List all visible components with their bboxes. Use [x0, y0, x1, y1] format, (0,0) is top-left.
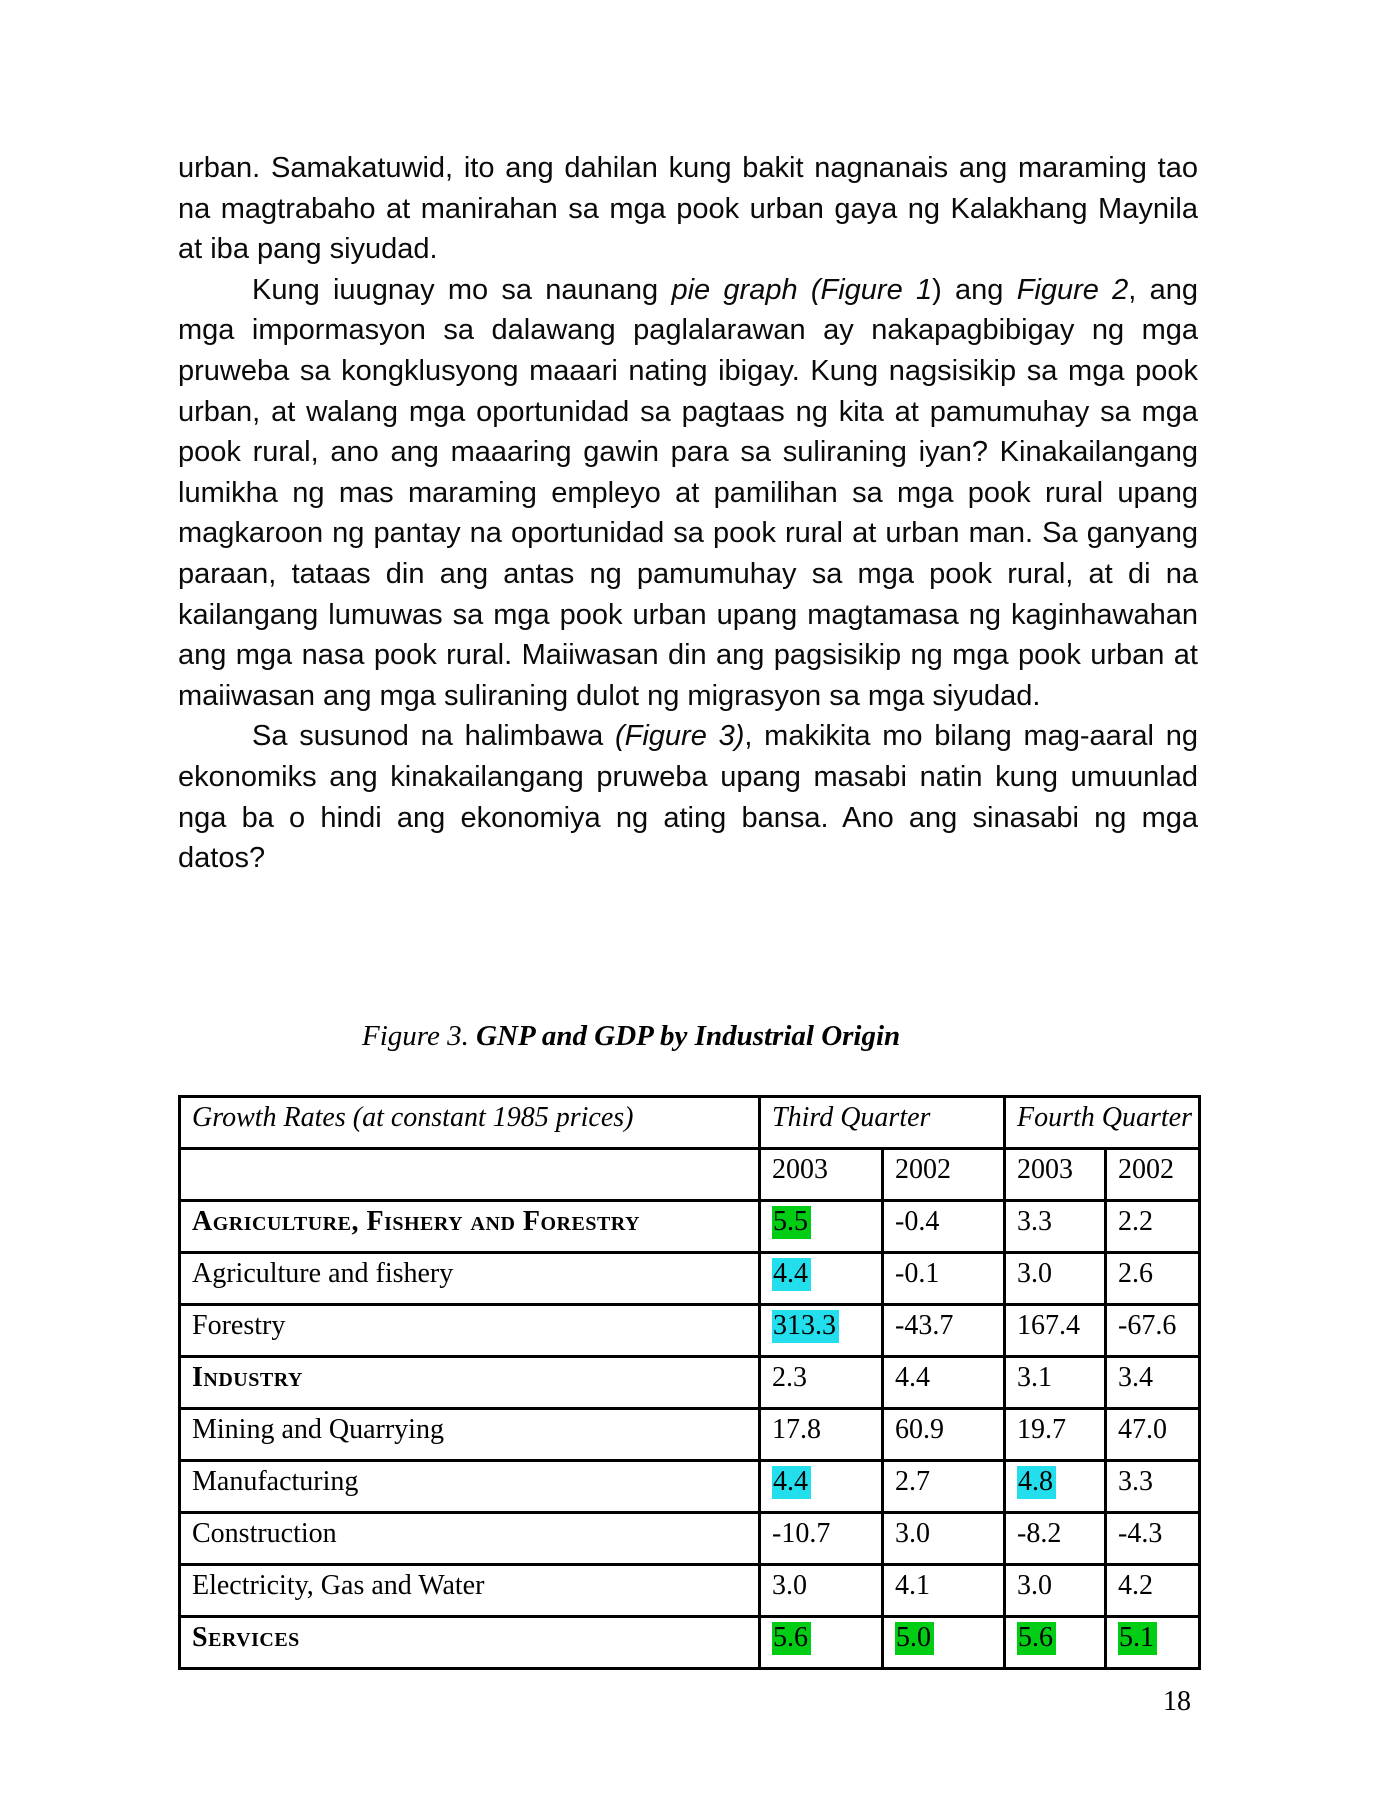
table-value-cell	[883, 1616, 1005, 1668]
table-row	[180, 1512, 1200, 1564]
table-value-cell	[1005, 1460, 1106, 1512]
table-row-label: Agriculture and fishery	[180, 1252, 760, 1304]
table-value-cell: 167.4	[1005, 1304, 1106, 1356]
text-segment: urban. Samakatuwid, ito ang dahilan kung bakit nagnanais ang maraming tao na magtrabaho at manirahan sa mga pook urban gaya ng Kalakhang Maynila at iba pang siyudad.	[178, 152, 1198, 266]
table-row	[180, 1200, 1200, 1252]
table-value-cell: -0.1	[883, 1252, 1005, 1304]
table-value-cell: 4.1	[883, 1564, 1005, 1616]
table-header-year: 2002	[883, 1148, 1005, 1200]
body-paragraph	[178, 270, 1198, 717]
body-paragraph	[178, 148, 1198, 270]
page-number: 18	[1163, 1686, 1191, 1717]
table-value-cell: 47.0	[1106, 1408, 1200, 1460]
table-row	[180, 1408, 1200, 1460]
table-header-third-quarter: Third Quarter	[760, 1096, 1005, 1148]
table-value-cell: 3.4	[1106, 1356, 1200, 1408]
table-header-year: 2003	[1005, 1148, 1106, 1200]
table-value-cell	[760, 1304, 883, 1356]
table-value-cell	[760, 1616, 883, 1668]
table-row	[180, 1564, 1200, 1616]
body-paragraph	[178, 716, 1198, 878]
table-row-label: Construction	[180, 1512, 760, 1564]
text-segment: , ang mga impormasyon sa dalawang paglalarawan ay nakapagbibigay ng mga pruweba sa kongklusyong maaari nating ibigay. Kung nagsisikip sa mga pook urban, at walang mga oportunidad sa pagtaas ng kita at pamumuhay sa mga pook rural, ano ang maaaring gawin para sa suliraning iyan? Kinakailangang lumikha ng mas maraming empleyo at pamilihan sa mga pook rural upang magkaroon ng pantay na oportunidad sa pook rural at urban man. Sa ganyang paraan, tataas din ang antas ng pamumuhay sa mga pook rural, at di na kailangang lumuwas sa mga pook urban upang magtamasa ng kaginhawahan ang mga nasa pook rural. Maiiwasan din ang pagsisikip ng mga pook urban at maiiwasan ang mga suliraning dulot ng migrasyon sa mga siyudad.	[178, 273, 1198, 712]
text-segment: , makikita mo bilang mag-aaral ng ekonomiks ang kinakailangang pruweba upang masabi natin kung umuunlad nga ba o hindi ang ekonomiya ng ating bansa. Ano ang sinasabi ng mga datos?	[178, 720, 1199, 875]
table-value-cell: 60.9	[883, 1408, 1005, 1460]
figure-caption-prefix: Figure 3.	[362, 1019, 477, 1052]
table-row	[180, 1616, 1200, 1668]
table-row-label: Agriculture, Fishery and Forestry	[180, 1200, 760, 1252]
table-row-label: Forestry	[180, 1304, 760, 1356]
table-value-cell: 3.0	[883, 1512, 1005, 1564]
table-value-cell: 2.6	[1106, 1252, 1200, 1304]
figure-caption-title: GNP and GDP by Industrial Origin	[476, 1019, 901, 1052]
table-value-cell: -43.7	[883, 1304, 1005, 1356]
table-row-label: Industry	[180, 1356, 760, 1408]
highlighted-value: 4.8	[1017, 1466, 1056, 1499]
table-value-cell: 3.1	[1005, 1356, 1106, 1408]
highlighted-value: 5.6	[1017, 1622, 1056, 1655]
table-value-cell: 3.0	[1005, 1252, 1106, 1304]
table-header-row-years	[180, 1148, 1200, 1200]
highlighted-value: 4.4	[772, 1466, 811, 1499]
figure-caption	[178, 1015, 1198, 1057]
table-row	[180, 1460, 1200, 1512]
table-value-cell: 4.2	[1106, 1564, 1200, 1616]
table-row-label: Services	[180, 1616, 760, 1668]
table-header-fourth-quarter: Fourth Quarter	[1005, 1096, 1200, 1148]
table-value-cell: 3.0	[760, 1564, 883, 1616]
highlighted-value: 5.1	[1118, 1622, 1157, 1655]
italic-text-segment: (Figure 1	[810, 273, 933, 306]
table-value-cell: 17.8	[760, 1408, 883, 1460]
table-value-cell: 4.4	[883, 1356, 1005, 1408]
table-row-label: Mining and Quarrying	[180, 1408, 760, 1460]
text-segment: Kung iuugnay mo sa naunang	[252, 273, 672, 306]
table-row	[180, 1356, 1200, 1408]
table-row-label: Manufacturing	[180, 1460, 760, 1512]
italic-text-segment: (Figure 3)	[614, 720, 745, 753]
table-value-cell: 2.2	[1106, 1200, 1200, 1252]
table-header-empty-cell	[180, 1148, 760, 1200]
table-value-cell: 2.3	[760, 1356, 883, 1408]
table-value-cell: -4.3	[1106, 1512, 1200, 1564]
table-value-cell: 3.3	[1005, 1200, 1106, 1252]
gnp-gdp-table	[178, 1095, 1201, 1670]
body-text-block	[178, 148, 1198, 879]
table-row-label: Electricity, Gas and Water	[180, 1564, 760, 1616]
table-value-cell: -0.4	[883, 1200, 1005, 1252]
italic-text-segment: pie graph	[671, 273, 798, 306]
table-value-cell: 3.0	[1005, 1564, 1106, 1616]
table-header-year: 2003	[760, 1148, 883, 1200]
highlighted-value: 5.6	[772, 1622, 811, 1655]
text-segment	[798, 274, 811, 306]
text-segment: ) ang	[932, 273, 1017, 306]
table-header-year: 2002	[1106, 1148, 1200, 1200]
table-value-cell: -67.6	[1106, 1304, 1200, 1356]
highlighted-value: 4.4	[772, 1258, 811, 1291]
table-header-growth-rates: Growth Rates (at constant 1985 prices)	[180, 1096, 760, 1148]
table-row	[180, 1252, 1200, 1304]
table-value-cell	[1005, 1616, 1106, 1668]
table-row	[180, 1304, 1200, 1356]
table-value-cell: -8.2	[1005, 1512, 1106, 1564]
table-value-cell: 19.7	[1005, 1408, 1106, 1460]
highlighted-value: 313.3	[772, 1310, 839, 1343]
table-value-cell	[760, 1200, 883, 1252]
text-segment: Sa susunod na halimbawa	[252, 720, 615, 753]
table-header-row-quarters	[180, 1096, 1200, 1148]
italic-text-segment: Figure 2	[1016, 273, 1129, 306]
table-value-cell: 2.7	[883, 1460, 1005, 1512]
highlighted-value: 5.0	[895, 1622, 934, 1655]
table-value-cell	[760, 1460, 883, 1512]
highlighted-value: 5.5	[772, 1206, 811, 1239]
table-value-cell	[1106, 1616, 1200, 1668]
table-value-cell: -10.7	[760, 1512, 883, 1564]
table-value-cell: 3.3	[1106, 1460, 1200, 1512]
table-value-cell	[760, 1252, 883, 1304]
